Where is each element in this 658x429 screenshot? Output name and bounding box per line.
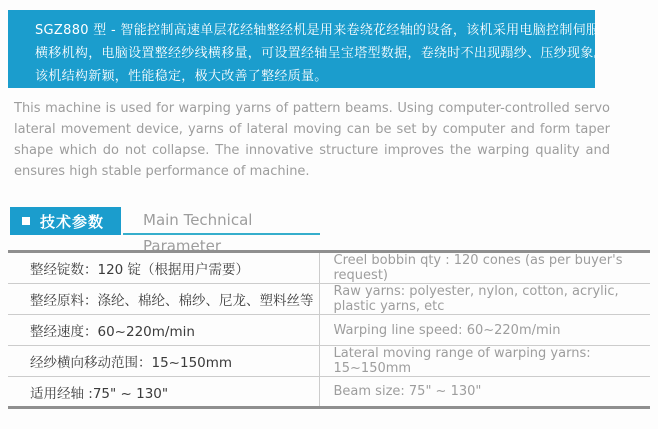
table-row [8,346,650,377]
param-en-lateral-range: Lateral moving range of warping yarns: 15~150mm [319,346,650,377]
product-description-en: This machine is used for warping yarns of pattern beams. Using computer-controlled servo lateral movement device, yarns of lateral moving can be set by computer and form taper shape which do not collapse. The innovative structure improves the warping quality and ensures high stable performance of machine. [14,101,610,179]
product-description-zh-banner [8,10,607,88]
param-zh-beam-size: 适用经轴 :75" ~ 130" [8,377,319,408]
param-zh-creel-bobbin-qty: 整经锭数：120 锭（根据用户需要） [8,252,319,284]
param-en-warping-speed: Warping line speed: 60~220m/min [319,315,650,346]
section-title-zh-box [10,207,121,235]
section-title-zh-label: 技术参数 [40,212,105,231]
parameters-table [8,250,650,409]
table-row [8,252,650,284]
banner-line-2: 横移机构，电脑设置整经纱线横移量，可设置经轴呈宝塔型数据，卷绕时不出现蹋纱、压纱现象。 [35,46,607,61]
table-row [8,377,650,408]
section-title-en-label: Main Technical Parameter [143,211,253,255]
banner-line-3: 该机结构新颖，性能稳定，极大改善了整经质量。 [35,69,328,84]
section-title-en-wrap [123,207,320,255]
param-en-beam-size: Beam size: 75" ~ 130" [333,384,482,399]
param-en-creel-bobbin-qty: Creel bobbin qty : 120 cones (as per buyer's request) [319,252,650,284]
banner-line-1: SGZ880 型 - 智能控制高速单层花经轴整经机是用来卷绕花经轴的设备，该机采用电脑控制伺服 [35,23,600,38]
param-zh-warping-speed: 整经速度：60~220m/min [8,315,319,346]
square-bullet-icon [22,217,30,225]
param-en-raw-yarns: Raw yarns: polyester, nylon, cotton, acrylic, plastic yarns, etc [319,284,650,315]
table-row [8,315,650,346]
table-row [8,284,650,315]
param-zh-lateral-range: 经纱横向移动范围：15~150mm [8,346,319,377]
param-zh-raw-yarns: 整经原料：涤纶、棉纶、棉纱、尼龙、塑料丝等 [8,284,319,315]
